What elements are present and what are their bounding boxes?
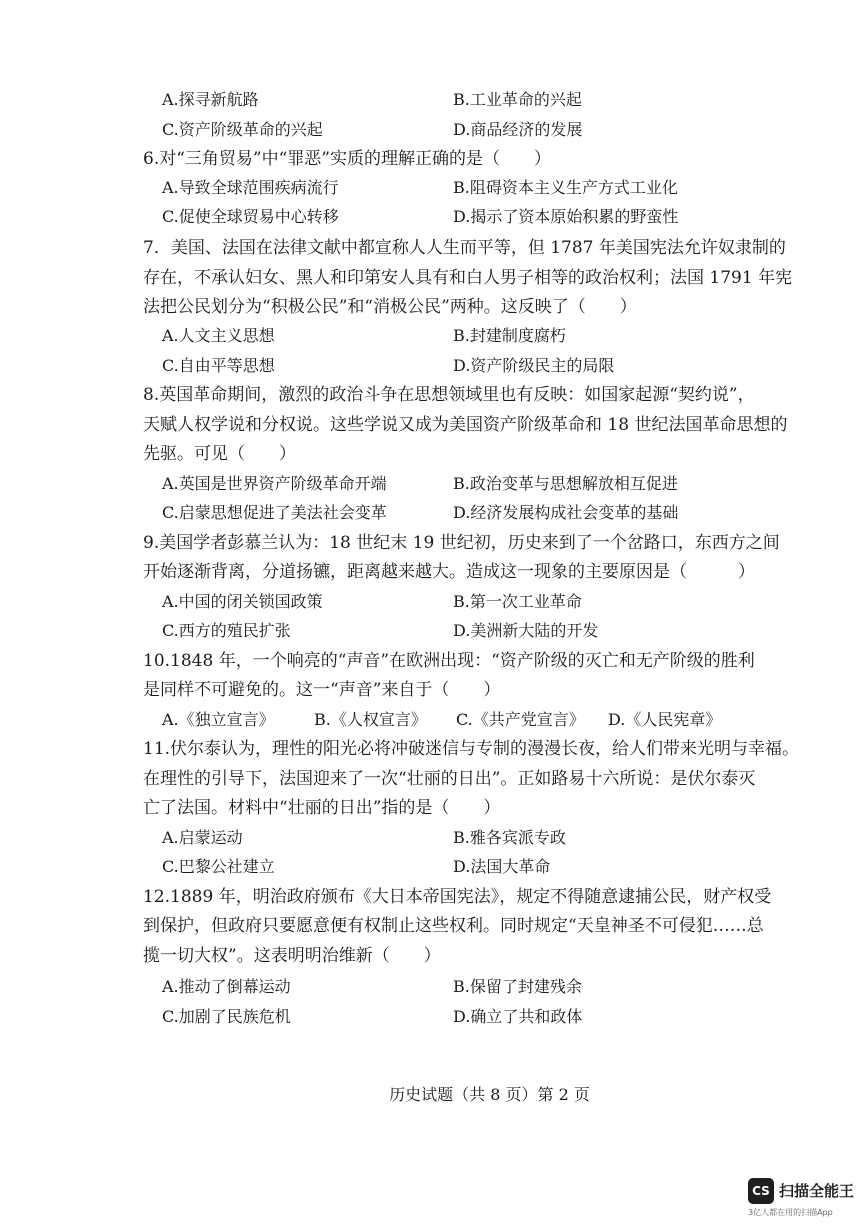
q10-stem-line-1: 10.1848 年，一个响亮的“声音”在欧洲出现：“资产阶级的灭亡和无产阶级的胜利 [143,651,755,671]
q11-option-b: B.雅各宾派专政 [453,828,566,847]
q10-stem-line-2: 是同样不可避免的。这一“声音”来自于（ ） [143,680,501,700]
q6-option-a: A.导致全球范围疾病流行 [162,178,339,197]
page-footer-text: 历史试题（共 8 页）第 2 页 [389,1085,590,1104]
q7-option-d: D.资产阶级民主的局限 [453,356,615,375]
q12-stem-line-3: 揽一切大权”。这表明明治维新（ ） [143,946,441,966]
q8-option-b: B.政治变革与思想解放相互促进 [453,474,678,493]
q7-stem-line-1: 7．美国、法国在法律文献中都宣称人人生而平等，但 1787 年美国宪法允许奴隶制的 [143,238,786,258]
q9-stem-line-1: 9.美国学者彭慕兰认为：18 世纪末 19 世纪初，历史来到了一个岔路口，东西方之间 [143,533,780,553]
q5-option-d: D.商品经济的发展 [453,120,583,139]
q8-option-c: C.启蒙思想促进了美法社会变革 [162,503,387,522]
q9-stem-line-2: 开始逐渐背离，分道扬镳，距离越来越大。造成这一现象的主要原因是（ ） [143,562,755,582]
q6-option-d: D.揭示了资本原始积累的野蛮性 [453,207,679,226]
q12-stem-line-1: 12.1889 年，明治政府颁布《大日本帝国宪法》，规定不得随意逮捕公民，财产权受 [143,887,772,907]
q11-stem-line-2: 在理性的引导下，法国迎来了一次“壮丽的日出”。正如路易十六所说：是伏尔泰灭 [143,769,756,789]
q11-stem-line-1: 11.伏尔泰认为，理性的阳光必将冲破迷信与专制的漫漫长夜，给人们带来光明与幸福。 [143,739,800,759]
q6-stem: 6.对“三角贸易”中“罪恶”实质的理解正确的是（ ） [143,149,551,169]
q11-option-a: A.启蒙运动 [162,828,243,847]
watermark-subtitle: 3亿人都在用的扫描App [748,1208,833,1217]
q11-option-c: C.巴黎公社建立 [162,857,275,876]
q8-option-a: A.英国是世界资产阶级革命开端 [162,474,387,493]
q12-option-c: C.加剧了民族危机 [162,1007,291,1026]
q7-option-b: B.封建制度腐朽 [453,326,566,345]
q8-stem-line-2: 天赋人权学说和分权说。这些学说又成为美国资产阶级革命和 18 世纪法国革命思想的 [143,415,788,435]
q10-option-c: C.《共产党宣言》 [456,710,585,729]
q5-option-a: A.探寻新航路 [162,90,259,109]
q10-option-d: D.《人民宪章》 [608,710,722,729]
q8-stem-line-1: 8.英国革命期间，激烈的政治斗争在思想领域里也有反映：如国家起源“契约说”， [143,385,755,405]
q12-option-a: A.推动了倒幕运动 [162,977,291,996]
q7-option-c: C.自由平等思想 [162,356,275,375]
q7-stem-line-2: 存在，不承认妇女、黑人和印第安人具有和白人男子相等的政治权利；法国 1791 年宪 [143,268,793,288]
q7-stem-line-3: 法把公民划分为“积极公民”和“消极公民”两种。这反映了（ ） [143,297,637,317]
q11-stem-line-3: 亡了法国。材料中“壮丽的日出”指的是（ ） [143,798,501,818]
q5-option-c: C.资产阶级革命的兴起 [162,120,323,139]
q10-option-b: B.《人权宣言》 [314,710,427,729]
q11-option-d: D.法国大革命 [453,857,551,876]
q9-option-a: A.中国的闭关锁国政策 [162,592,323,611]
q9-option-d: D.美洲新大陆的开发 [453,621,599,640]
q8-stem-line-3: 先驱。可见（ ） [143,444,296,464]
q12-stem-line-2: 到保护，但政府只要愿意便有权制止这些权利。同时规定“天皇神圣不可侵犯……总 [143,916,764,936]
q6-option-b: B.阻碍资本主义生产方式工业化 [453,178,678,197]
page-footer [0,1084,867,1106]
watermark-title: 扫描全能王 [779,1182,855,1200]
q9-option-c: C.西方的殖民扩张 [162,621,291,640]
q12-option-b: B.保留了封建残余 [453,977,582,996]
q8-option-d: D.经济发展构成社会变革的基础 [453,503,679,522]
q5-option-b: B.工业革命的兴起 [453,90,582,109]
q6-option-c: C.促使全球贸易中心转移 [162,207,339,226]
q7-option-a: A.人文主义思想 [162,326,275,345]
q9-option-b: B.第一次工业革命 [453,592,582,611]
q10-option-a: A.《独立宣言》 [162,710,275,729]
scanner-watermark [748,1178,858,1222]
camscanner-logo-icon: CS [748,1178,774,1204]
q12-option-d: D.确立了共和政体 [453,1007,583,1026]
